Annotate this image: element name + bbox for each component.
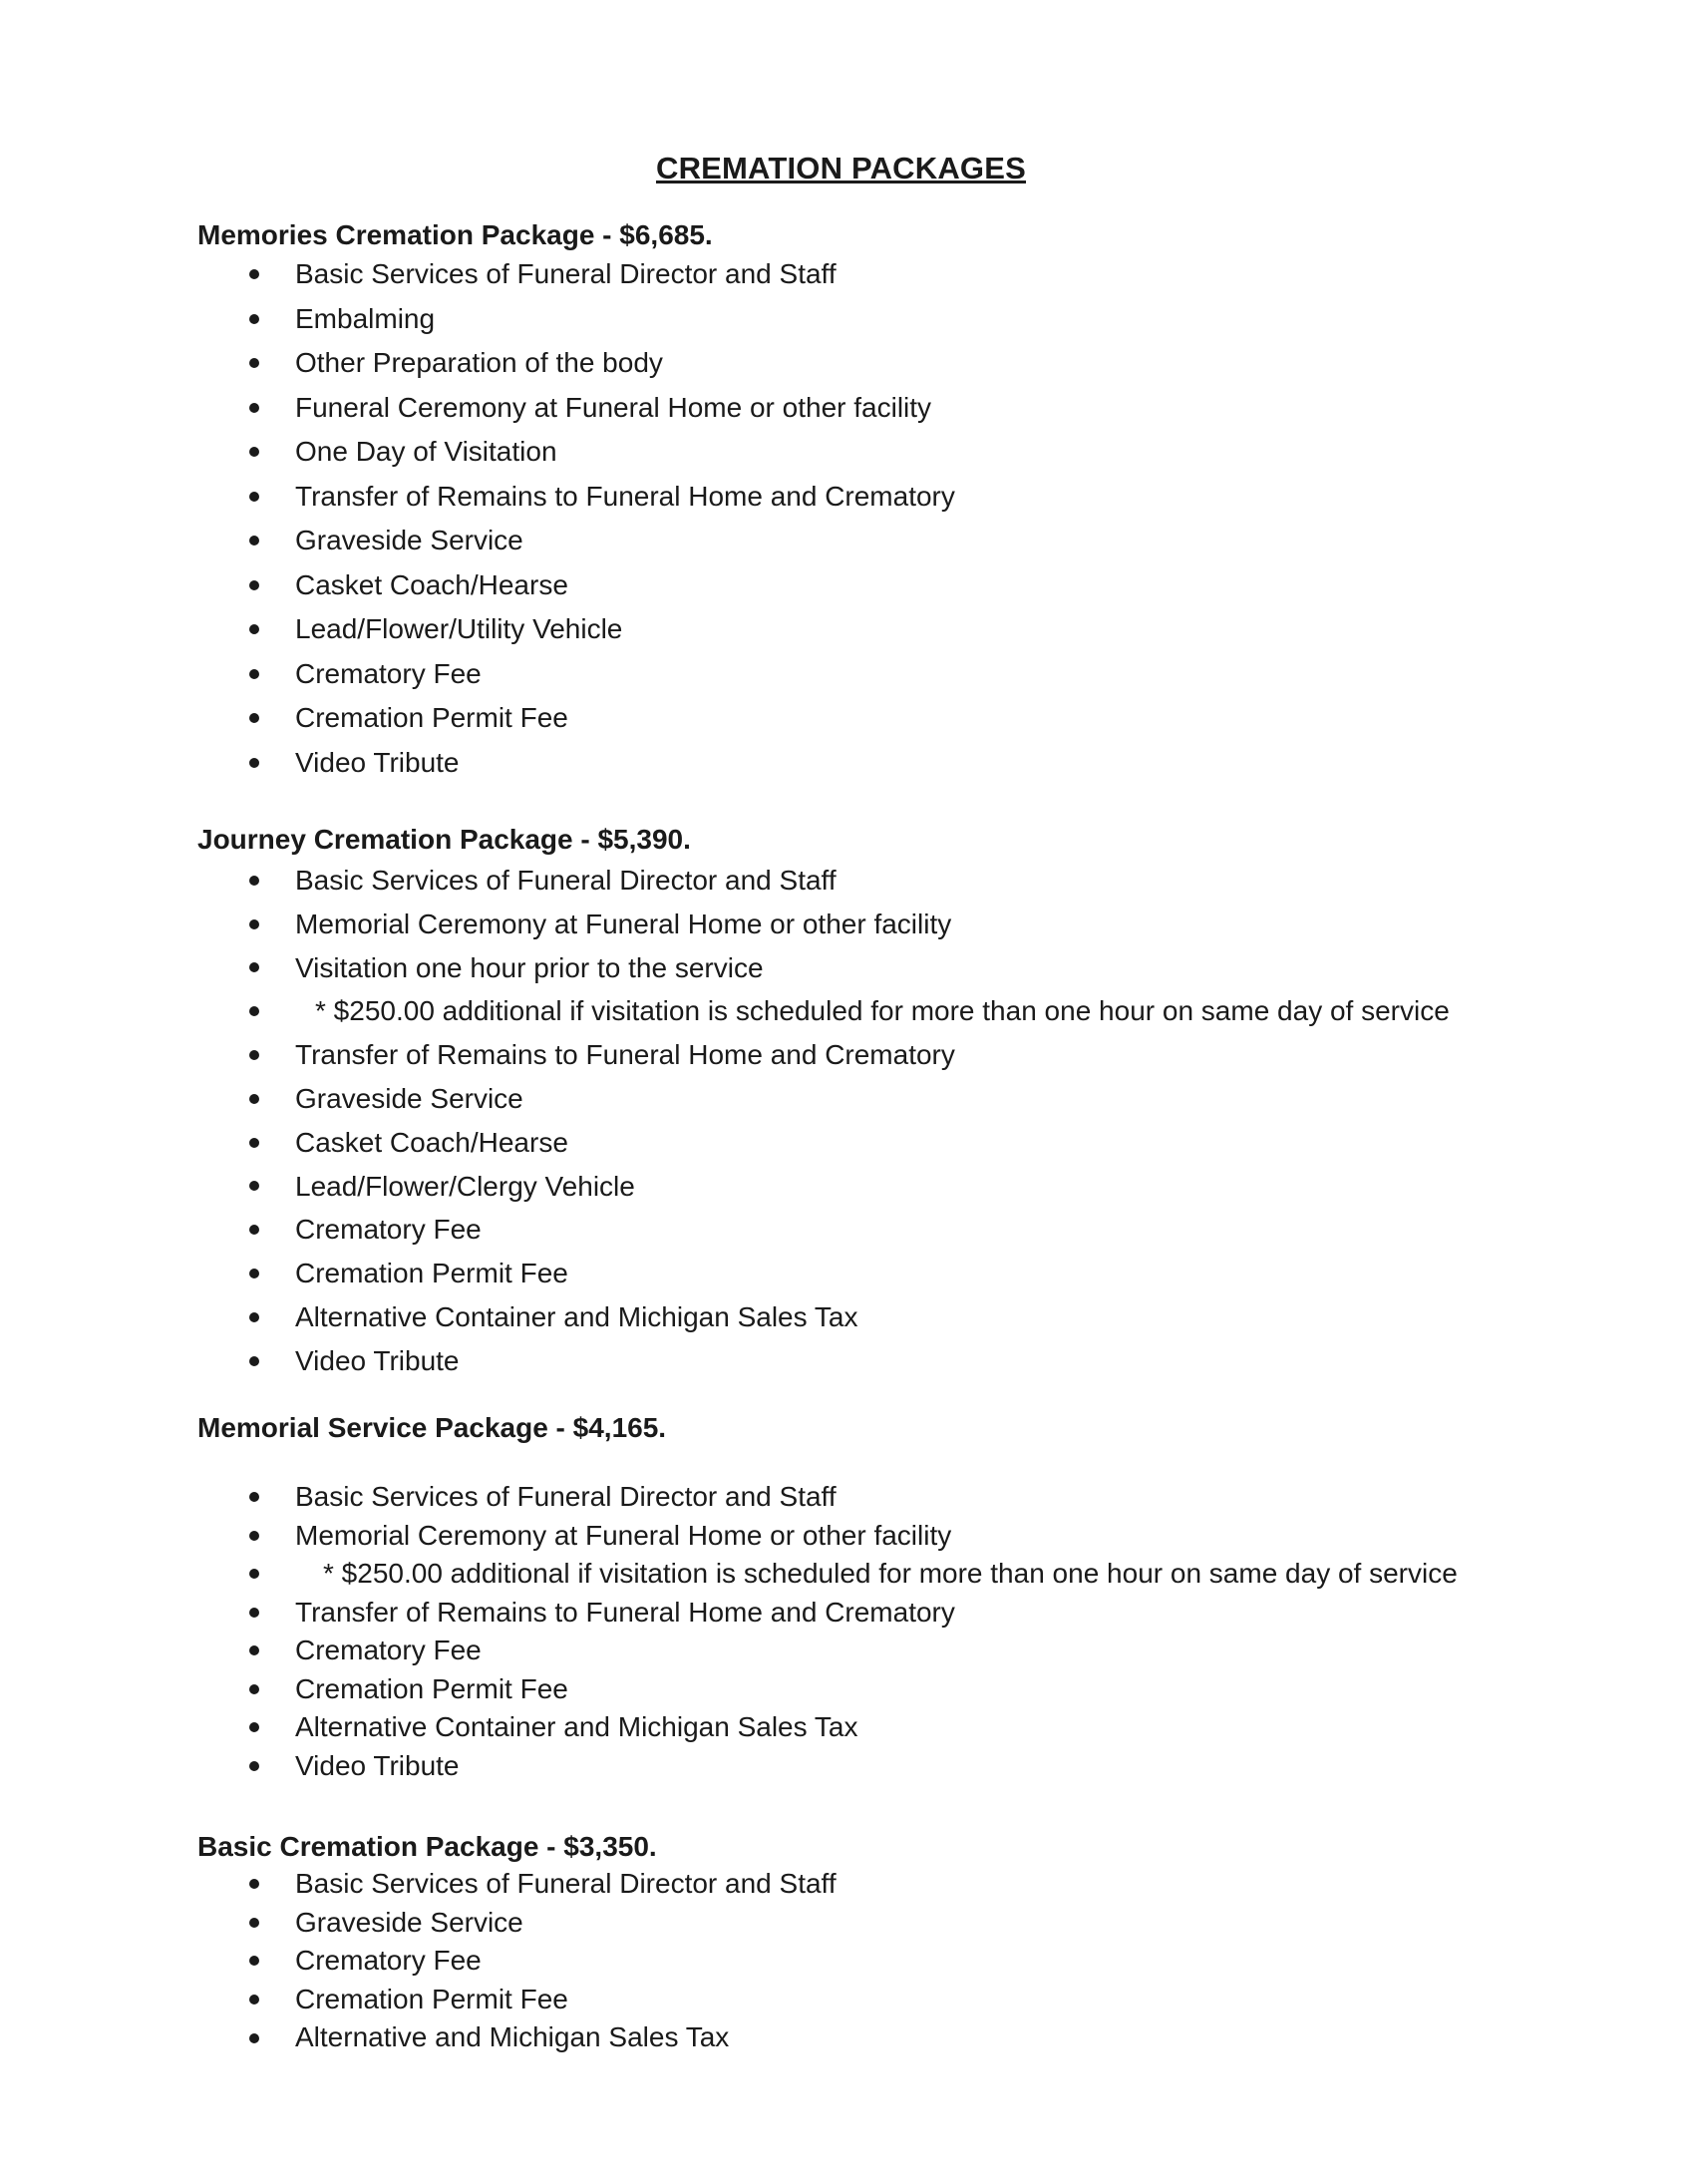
bullet-icon: [249, 1269, 259, 1278]
package-memories: [197, 215, 1633, 785]
bullet-icon: [249, 1138, 259, 1148]
bullet-icon: [249, 1050, 259, 1060]
bullet-icon: [249, 1879, 259, 1889]
bullet-icon: [249, 536, 259, 546]
bullet-icon: [249, 2033, 259, 2043]
bullet-icon: [249, 1531, 259, 1541]
list-item: One Day of Visitation: [197, 430, 1633, 475]
list-item: Transfer of Remains to Funeral Home and Crematory: [197, 475, 1633, 520]
list-item: Crematory Fee: [197, 1208, 1633, 1252]
package-item-list: [197, 1865, 1633, 2057]
bullet-icon: [249, 1094, 259, 1104]
bullet-icon: [249, 492, 259, 502]
package-heading: Basic Cremation Package - $3,350.: [197, 1831, 657, 1862]
package-item-list: [197, 859, 1633, 1383]
list-item: Memorial Ceremony at Funeral Home or other facility: [197, 1517, 1633, 1556]
list-item: Transfer of Remains to Funeral Home and Crematory: [197, 1594, 1633, 1633]
bullet-icon: [249, 1995, 259, 2004]
package-item-list: [197, 1478, 1633, 1785]
bullet-icon: [249, 1181, 259, 1191]
list-item: Memorial Ceremony at Funeral Home or other facility: [197, 903, 1633, 946]
list-item: Embalming: [197, 297, 1633, 342]
list-item: Cremation Permit Fee: [197, 696, 1633, 741]
bullet-icon: [249, 1918, 259, 1928]
list-item: Graveside Service: [197, 1904, 1633, 1943]
bullet-icon: [249, 1722, 259, 1732]
bullet-icon: [249, 403, 259, 413]
list-item: Alternative Container and Michigan Sales Tax: [197, 1295, 1633, 1339]
bullet-icon: [249, 1608, 259, 1618]
list-item: Funeral Ceremony at Funeral Home or other facility: [197, 386, 1633, 431]
package-heading: Memories Cremation Package - $6,685.: [197, 219, 713, 250]
list-item-note: * $250.00 additional if visitation is scheduled for more than one hour on same day of service: [197, 1555, 1633, 1594]
list-item: Basic Services of Funeral Director and Staff: [197, 1865, 1633, 1904]
list-item: Graveside Service: [197, 1077, 1633, 1121]
bullet-icon: [249, 758, 259, 768]
bullet-icon: [249, 358, 259, 368]
list-item: Crematory Fee: [197, 1632, 1633, 1670]
list-item: Video Tribute: [197, 1747, 1633, 1786]
list-item: Other Preparation of the body: [197, 341, 1633, 386]
package-basic-cremation: [197, 1827, 1633, 2057]
list-item: Basic Services of Funeral Director and Staff: [197, 252, 1633, 297]
bullet-icon: [249, 962, 259, 972]
list-item: Alternative Container and Michigan Sales Tax: [197, 1708, 1633, 1747]
bullet-icon: [249, 1356, 259, 1366]
list-item: Crematory Fee: [197, 652, 1633, 697]
bullet-icon: [249, 624, 259, 634]
list-item: Basic Services of Funeral Director and Staff: [197, 1478, 1633, 1517]
bullet-icon: [249, 314, 259, 324]
bullet-icon: [249, 919, 259, 929]
bullet-icon: [249, 447, 259, 457]
list-item: Video Tribute: [197, 1339, 1633, 1383]
bullet-icon: [249, 1956, 259, 1966]
bullet-icon: [249, 1312, 259, 1322]
package-heading: Memorial Service Package - $4,165.: [197, 1412, 667, 1443]
list-item: Lead/Flower/Utility Vehicle: [197, 607, 1633, 652]
bullet-icon: [249, 1684, 259, 1694]
list-item: Cremation Permit Fee: [197, 1981, 1633, 2019]
list-item: Graveside Service: [197, 519, 1633, 563]
bullet-icon: [249, 669, 259, 679]
list-item: Casket Coach/Hearse: [197, 563, 1633, 608]
bullet-icon: [249, 580, 259, 590]
bullet-icon: [249, 1569, 259, 1579]
list-item: Lead/Flower/Clergy Vehicle: [197, 1165, 1633, 1209]
bullet-icon: [249, 1761, 259, 1771]
list-item: Crematory Fee: [197, 1942, 1633, 1981]
list-item: Casket Coach/Hearse: [197, 1121, 1633, 1165]
package-heading: Journey Cremation Package - $5,390.: [197, 824, 691, 855]
package-item-list: [197, 252, 1633, 785]
list-item: Visitation one hour prior to the service: [197, 946, 1633, 990]
list-item: Basic Services of Funeral Director and Staff: [197, 859, 1633, 903]
bullet-icon: [249, 1645, 259, 1655]
bullet-icon: [249, 1492, 259, 1502]
bullet-icon: [249, 1006, 259, 1016]
page-title: CREMATION PACKAGES: [655, 151, 1026, 185]
list-item: Video Tribute: [197, 741, 1633, 786]
list-item-note: * $250.00 additional if visitation is scheduled for more than one hour on same day of service: [197, 989, 1633, 1033]
bullet-icon: [249, 269, 259, 279]
list-item: Transfer of Remains to Funeral Home and Crematory: [197, 1033, 1633, 1077]
list-item: Alternative and Michigan Sales Tax: [197, 2018, 1633, 2057]
list-item: Cremation Permit Fee: [197, 1252, 1633, 1295]
bullet-icon: [249, 876, 259, 886]
package-journey: [197, 820, 1633, 1383]
package-memorial-service: [197, 1408, 1633, 1785]
list-item: Cremation Permit Fee: [197, 1670, 1633, 1709]
bullet-icon: [249, 713, 259, 723]
bullet-icon: [249, 1225, 259, 1235]
